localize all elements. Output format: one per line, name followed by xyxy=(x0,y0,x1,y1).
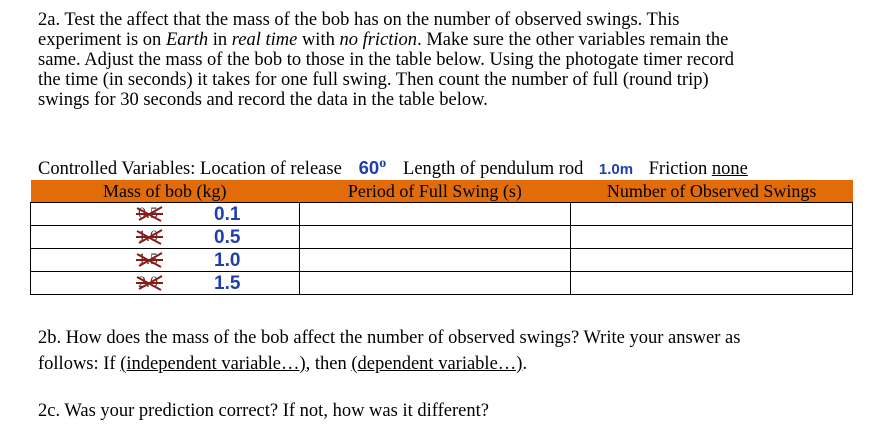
original-mass: 1.5 xyxy=(138,251,158,268)
header-period: Period of Full Swing (s) xyxy=(299,180,571,203)
mass-value: 1.0 xyxy=(214,250,241,271)
period-cell[interactable] xyxy=(299,203,571,226)
q2a-line-2: experiment is on Earth in real time with no friction. Make sure the other variables remain the xyxy=(38,30,729,50)
q2a-line-3: same. Adjust the mass of the bob to those in the table below. Using the photogate timer record xyxy=(38,50,734,70)
strikethrough-mark xyxy=(135,273,165,293)
original-mass: 1.0 xyxy=(138,228,158,245)
mass-value: 0.1 xyxy=(214,204,241,225)
friction-label: Friction xyxy=(648,159,708,180)
controlled-variables xyxy=(38,156,748,181)
mass-cell xyxy=(31,226,300,249)
friction-value: none xyxy=(711,159,748,180)
mass-cell xyxy=(31,272,300,295)
q2a-line-1: 2a. Test the affect that the mass of the bob has on the number of observed swings. This xyxy=(38,10,680,30)
swings-cell[interactable] xyxy=(571,226,853,249)
mass-value: 1.5 xyxy=(214,273,241,294)
table-row xyxy=(31,272,853,295)
release-blank[interactable] xyxy=(346,156,398,181)
length-label: Length of pendulum rod xyxy=(403,159,584,180)
swings-cell[interactable] xyxy=(571,272,853,295)
mass-value: 0.5 xyxy=(214,227,241,248)
mass-cell xyxy=(31,249,300,272)
q2b-line-1: 2b. How does the mass of the bob affect the number of observed swings? Write your answer as xyxy=(38,328,741,348)
length-blank[interactable] xyxy=(588,159,644,181)
strikethrough-mark xyxy=(135,204,165,224)
swings-cell[interactable] xyxy=(571,203,853,226)
q2b-line-2: follows: If (independent variable…), then (dependent variable…). xyxy=(38,354,528,374)
period-cell[interactable] xyxy=(299,226,571,249)
period-cell[interactable] xyxy=(299,249,571,272)
original-mass: 0.5 xyxy=(138,205,158,222)
original-mass: 2.0 xyxy=(138,274,158,291)
swings-cell[interactable] xyxy=(571,249,853,272)
header-mass: Mass of bob (kg) xyxy=(31,180,300,203)
mass-cell xyxy=(31,203,300,226)
controlled-label: Controlled Variables: Location of release xyxy=(38,159,342,180)
table-row xyxy=(31,226,853,249)
question-2b xyxy=(38,328,740,374)
question-2c: 2c. Was your prediction correct? If not, how was it different? xyxy=(38,401,489,421)
release-value: 60 xyxy=(358,157,380,179)
period-cell[interactable] xyxy=(299,272,571,295)
q2a-line-5: swings for 30 seconds and record the data in the table below. xyxy=(38,90,488,110)
data-table xyxy=(30,180,853,295)
header-swings: Number of Observed Swings xyxy=(571,180,853,203)
question-2a xyxy=(38,10,858,110)
strikethrough-mark xyxy=(135,250,165,270)
dependent-variable-prompt: (dependent variable…) xyxy=(351,354,523,374)
length-value: 1.0m xyxy=(598,161,634,179)
table-row xyxy=(31,249,853,272)
degree-symbol: o xyxy=(379,156,387,171)
table-header-row xyxy=(31,180,853,203)
strikethrough-mark xyxy=(135,227,165,247)
table-row xyxy=(31,203,853,226)
independent-variable-prompt: (independent variable…) xyxy=(120,354,306,374)
q2a-line-4: the time (in seconds) it takes for one full swing. Then count the number of full (round trip) xyxy=(38,70,709,90)
